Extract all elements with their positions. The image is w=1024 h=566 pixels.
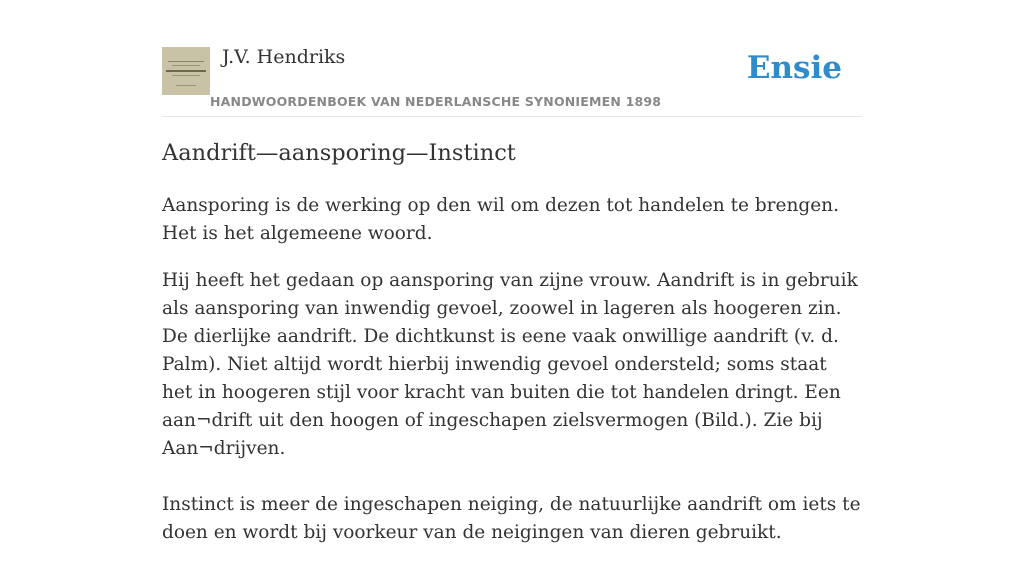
paragraph-1: Aansporing is de werking op den wil om dezen tot handelen te brengen. Het is het algemeene woord.: [162, 195, 839, 244]
book-cover-avatar[interactable]: [162, 47, 210, 95]
ensie-logo[interactable]: Ensie: [746, 50, 842, 86]
entry-body: [162, 192, 862, 566]
page-container: [162, 0, 862, 543]
header: [162, 0, 862, 117]
book-title[interactable]: HANDWOORDENBOEK VAN NEDERLANSCHE SYNONIEMEN 1898: [210, 94, 662, 109]
book-cover-image: [162, 47, 210, 95]
entry-title: Aandrift—aansporing—Instinct: [162, 140, 516, 166]
author-name[interactable]: J.V. Hendriks: [222, 46, 346, 68]
paragraph-3: Instinct is meer de ingeschapen neiging, de natuurlijke aandrift om iets te doen en wordt bij voorkeur van de neigingen van dieren gebruikt.: [162, 494, 861, 543]
paragraph-2: Hij heeft het gedaan op aansporing van zijne vrouw. Aandrift is in gebruik als aansporing van inwendig gevoel, zoowel in lageren als hoogeren zin. De dierlijke aandrift. De dichtkunst is eene vaak onwillige aandrift (v. d. Palm). Niet altijd wordt hierbij inwendig gevoel ondersteld; soms staat het in hoogeren stijl voor kracht van buiten die tot handelen dringt. Een aan¬drift uit den hoogen of ingeschapen zielsvermogen (Bild.). Zie bij Aan¬drijven.: [162, 270, 858, 459]
